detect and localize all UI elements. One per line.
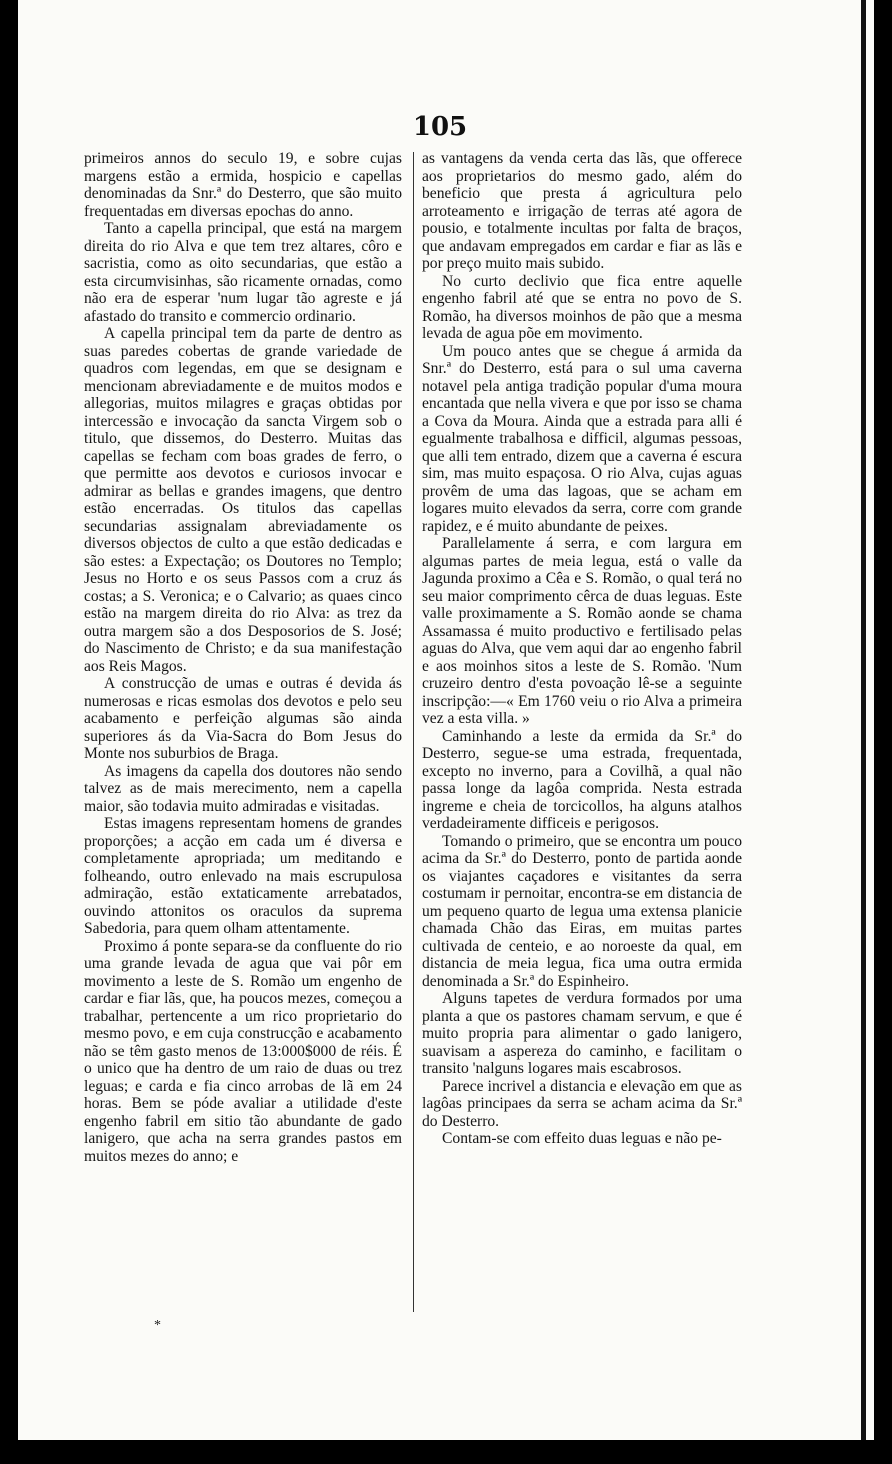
paragraph: A capella principal tem da parte de dentro as suas paredes cobertas de grande variedade de quadros com legendas, em que se designam e mencionam abreviadamente e de muitos modos e allegorias, muitos milagres e graças obtidas por intercessão e invocação da sancta Virgem sob o titulo, que dissemos, do Desterro. Muitas das capellas se fecham com boas grades de ferro, o que permitte aos devotos e curiosos invocar e admirar as bellas e grandes imagens, que dentro estão encerradas. Os titulos das capellas secundarias assignalam abreviadamente os diversos objectos de culto a que estão dedicadas e são estes: a Expectação; os Doutores no Templo; Jesus no Horto e os seus Passos com a cruz ás costas; a S. Veronica; e o Calvario; as quaes cinco estão na margem direita do rio Alva: as trez da outra margem são a dos Desposorios de S. José; do Nascimento de Christo; e da sua manifestação aos Reis Magos.: [84, 325, 402, 675]
paragraph: Tanto a capella principal, que está na margem direita do rio Alva e que tem trez altares, côro e sacristia, como as oito secundarias, que estão a esta circumvisinhas, são ricamente ornadas, como não era de esperar 'num lugar tão agreste e já afastado do transito e commercio ordinario.: [84, 220, 402, 325]
paragraph: Proximo á ponte separa-se da confluente do rio uma grande levada de agua que vai pôr em movimento a leste de S. Romão um engenho de cardar e fiar lãs, que, ha poucos mezes, começou a trabalhar, pertencente a um rico proprietario do mesmo povo, e em cuja construcção e acabamento não se têm gasto menos de 13:000$000 de réis. É o unico que ha dentro de um raio de duas ou trez leguas; e carda e fia cinco arrobas de lã em 24 horas. Bem se póde avaliar a utilidade d'este engenho fabril em sitio tão abundante de gado lanigero, que acha na serra grandes pastos em muitos mezes do anno; e: [84, 937, 402, 1165]
column-divider: [413, 152, 414, 1312]
signature-mark: *: [154, 1318, 161, 1333]
paragraph: Parece incrivel a distancia e elevação em que as lagôas principaes da serra se acham acima da Sr.ª do Desterro.: [422, 1077, 742, 1130]
paragraph: Alguns tapetes de verdura formados por uma planta a que os pastores chamam servum, e que é muito propria para alimentar o gado lanigero, suavisam a aspereza do caminho, e facilitam o transito 'nalguns logares mais escabrosos.: [422, 990, 742, 1077]
page-number: 105: [412, 112, 468, 142]
paragraph: primeiros annos do seculo 19, e sobre cujas margens estão a ermida, hospicio e capellas denominadas da Snr.ª do Desterro, que são muito frequentadas em diversas epochas do anno.: [84, 150, 402, 220]
paragraph: Estas imagens representam homens de grandes proporções; a acção em cada um é diversa e completamente apropriada; um meditando e folheando, outro enlevado na mais escrupulosa admiração, estão extaticamente arrebatados, ouvindo attonitos os oraculos da suprema Sabedoria, para quem olham attentamente.: [84, 815, 402, 937]
paragraph: Caminhando a leste da ermida da Sr.ª do Desterro, segue-se uma estrada, frequentada, excepto no inverno, para a Covilhã, a qual não passa longe da lagôa comprida. Nesta estrada ingreme e cheia de torcicollos, ha alguns atalhos verdadeiramente difficeis e perigosos.: [422, 727, 742, 832]
paragraph: As imagens da capella dos doutores não sendo talvez as de mais merecimento, nem a capella maior, são todavia muito admiradas e visitadas.: [84, 762, 402, 815]
right-column: [422, 150, 742, 1148]
paragraph: Parallelamente á serra, e com largura em algumas partes de meia legua, está o valle da Jagunda proximo a Cêa e S. Romão, o qual terá no seu maior comprimento cêrca de duas leguas. Este valle proximamente a S. Romão aonde se chama Assamassa é muito productivo e fertilisado pelas aguas do Alva, que vem aqui dar ao engenho fabril e aos moinhos sitos a leste de S. Romão. 'Num cruzeiro dentro d'esta povoação lê-se a seguinte inscripção:—« Em 1760 veiu o rio Alva a primeira vez a esta villa. »: [422, 535, 742, 727]
book-page: [18, 0, 874, 1440]
paragraph: No curto declivio que fica entre aquelle engenho fabril até que se entra no povo de S. Romão, ha diversos moinhos de pão que a mesma levada de agua põe em movimento.: [422, 272, 742, 342]
paragraph: Contam-se com effeito duas leguas e não pe-: [442, 1130, 722, 1147]
paragraph: Tomando o primeiro, que se encontra um pouco acima da Sr.ª do Desterro, ponto de partida aonde os viajantes caçadores e visitantes da serra costumam ir pernoitar, encontra-se em distancia de um pequeno quarto de legua uma extensa planicie chamada Chão das Eiras, em muitas partes cultivada de centeio, e ao noroeste da qual, em distancia de meia legua, fica uma outra ermida denominada a Sr.ª do Espinheiro.: [422, 832, 742, 990]
paragraph: Um pouco antes que se chegue á armida da Snr.ª do Desterro, está para o sul uma caverna notavel pela antiga tradição popular d'uma moura encantada que nella vivera e que por isso se chama a Cova da Moura. Ainda que a estrada para alli é egualmente trabalhosa e difficil, algumas pessoas, que alli tem entrado, dizem que a caverna é escura sim, mas muito espaçosa. O rio Alva, cujas aguas provêm de uma das lagoas, que se acham em logares muito elevados da serra, corre com grande rapidez, e é muito abundante de peixes.: [422, 342, 742, 535]
paragraph: as vantagens da venda certa das lãs, que offerece aos proprietarios do mesmo gado, além do beneficio que presta á agricultura pelo arroteamento e irrigação de terras até agora de pousio, e totalmente incultas por falta de braços, que andavam empregados em cardar e fiar as lãs e por preço muito mais subido.: [422, 150, 742, 272]
page-edge: [861, 0, 866, 1440]
left-column: [84, 150, 402, 1165]
paragraph: A construcção de umas e outras é devida ás numerosas e ricas esmolas dos devotos e pelo seu acabamento e perfeição algumas são ainda superiores ás da Via-Sacra do Bom Jesus do Monte nos suburbios de Braga.: [84, 675, 402, 762]
